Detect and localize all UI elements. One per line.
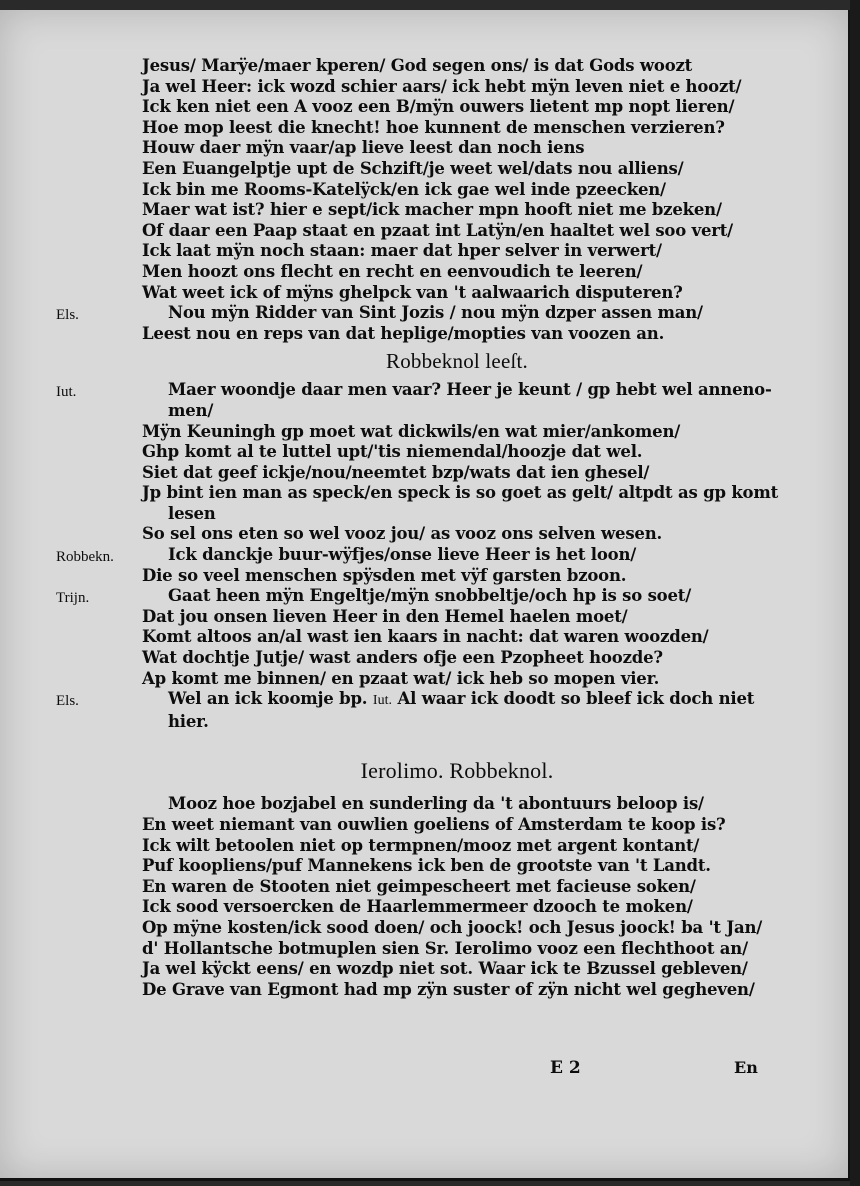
verse-line: Maer wat ist? hier e sept/ick macher mpn hooft niet me bzeken/ [142, 200, 722, 220]
verse-line: Ick laat mÿn noch staan: maer dat hper selver in verwert/ [142, 241, 662, 261]
ierolimo-verse [142, 794, 772, 1000]
verse-line: Of daar een Paap staat en pzaat int Latÿn/en haaltet wel soo vert/ [142, 220, 733, 240]
verse-line: Houw daer mÿn vaar/ap lieve leest dan noch iens [142, 138, 585, 158]
scene-heading-ierolimo: Ierolimo. Robbeknol. [360, 758, 554, 784]
verse-line: Mooz hoe bozjabel en sunderling da 't abontuurs beloop is/ [168, 794, 704, 814]
verse-line: So sel ons eten so wel vooz jou/ as vooz ons selven wesen. [142, 524, 663, 544]
verse-line [56, 303, 772, 324]
verse-line: Ghp komt al te luttel upt/'tis niemendal/hoozje dat wel. [142, 442, 643, 462]
speech-els-2 [56, 689, 772, 732]
verse-line [56, 380, 772, 401]
verse-line-continuation: hier. [168, 711, 209, 731]
verse-line: Jp bint ien man as speck/en speck is so goet as gelt/ altpdt as gp komt [142, 483, 779, 503]
verse-line: Ick wilt betoolen niet op termpnen/mooz met argent kontant/ [142, 835, 700, 855]
verse-line: Ick sood versoercken de Haarlemmermeer dzooch te moken/ [142, 897, 693, 917]
verse-text: Nou mÿn Ridder van Sint Jozis / nou mÿn dzper assen man/ [168, 303, 703, 323]
speech-iut [56, 380, 779, 545]
verse-line: d' Hollantsche botmuplen sien Sr. Ierolimo vooz een flechthoot an/ [142, 938, 748, 958]
speaker-label: Trijn. [56, 590, 90, 607]
verse-line: Ja wel kÿckt eens/ en wozdp niet sot. Waar ick te Bzussel gebleven/ [142, 959, 748, 979]
verse-line: En weet niemant van ouwlien goeliens of Amsterdam te koop is? [142, 815, 726, 834]
verse-line: Jesus/ Marÿe/maer kperen/ God segen ons/ is dat Gods woozt [142, 56, 693, 75]
verse-line [56, 689, 772, 712]
verse-line: Ick ken niet een A vooz een B/mÿn ouwers lietent mp nopt lieren/ [142, 97, 735, 117]
catchword: En [734, 1058, 758, 1077]
page-edge [850, 0, 860, 1186]
speaker-label: Els. [56, 307, 79, 324]
verse-line: Wat weet ick of mÿns ghelpck van 't aalwaarich disputeren? [142, 282, 683, 302]
verse-line: Ap komt me binnen/ en pzaat wat/ ick heb so mopen vier. [142, 668, 660, 688]
verse-line: Ick bin me Rooms-Katelÿck/en ick gae wel inde pzeecken/ [142, 179, 666, 199]
verse-text: Maer woondje daar men vaar? Heer je keunt / gp hebt wel anneno- [168, 380, 772, 400]
verse-line: Wat dochtje Jutje/ wast anders ofje een Pzopheet hoozde? [142, 648, 663, 668]
verse-line: Die so veel menschen spÿsden met vÿf garsten bzoon. [142, 565, 627, 585]
verse-line [56, 586, 772, 607]
verse-line-continuation: lesen [168, 503, 216, 523]
speech-els-1 [56, 303, 772, 344]
verse-text: Wel an ick koomje bp. [168, 689, 368, 709]
verse-text: Al waar ick doodt so bleef ick doch niet [397, 689, 755, 709]
speech-robbekn [56, 545, 772, 586]
verse-line: De Grave van Egmont had mp zÿn suster of zÿn nicht wel gegheven/ [142, 979, 755, 999]
speaker-label: Robbekn. [56, 549, 114, 566]
verse-line: Siet dat geef ickje/nou/neemtet bzp/wats dat ien ghesel/ [142, 462, 650, 482]
verse-line-continuation: men/ [168, 400, 214, 420]
book-page [0, 10, 851, 1181]
inline-speaker-label: Iut. [372, 693, 392, 709]
speaker-label: Iut. [56, 384, 77, 401]
opening-verse [142, 56, 772, 303]
verse-line: Mÿn Keuningh gp moet wat dickwils/en wat mier/ankomen/ [142, 421, 681, 441]
text-block [56, 56, 779, 1000]
verse-line: Ja wel Heer: ick wozd schier aars/ ick hebt mÿn leven niet e hoozt/ [142, 76, 742, 96]
verse-line: Puf koopliens/puf Mannekens ick ben de grootste van 't Landt. [142, 856, 711, 876]
signature-mark: E 2 [550, 1058, 581, 1078]
speech-trijn [56, 586, 772, 689]
verse-line: Leest nou en reps van dat heplige/mopties van voozen an. [142, 323, 665, 343]
verse-line: Men hoozt ons flecht en recht en eenvoudich te leeren/ [142, 261, 643, 281]
verse-line [56, 545, 772, 566]
verse-line: Een Euangelptje upt de Schzift/je weet wel/dats nou alliens/ [142, 158, 684, 178]
verse-text: Gaat heen mÿn Engeltje/mÿn snobbeltje/och hp is so soet/ [168, 586, 692, 606]
verse-line: Dat jou onsen lieven Heer in den Hemel haelen moet/ [142, 606, 628, 626]
verse-line: Op mÿne kosten/ick sood doen/ och joock! och Jesus joock! ba 't Jan/ [142, 917, 763, 937]
verse-line: Hoe mop leest die knecht! hoe kunnent de menschen verzieren? [142, 117, 725, 137]
verse-line: En waren de Stooten niet geimpescheert met facieuse soken/ [142, 876, 696, 896]
scene-heading-robbeknol: Robbeknol leeſt. [385, 349, 528, 374]
speaker-label: Els. [56, 693, 79, 710]
verse-text: Ick danckje buur-wÿfjes/onse lieve Heer is het loon/ [168, 545, 637, 565]
verse-line: Komt altoos an/al wast ien kaars in nacht: dat waren woozden/ [142, 627, 709, 647]
